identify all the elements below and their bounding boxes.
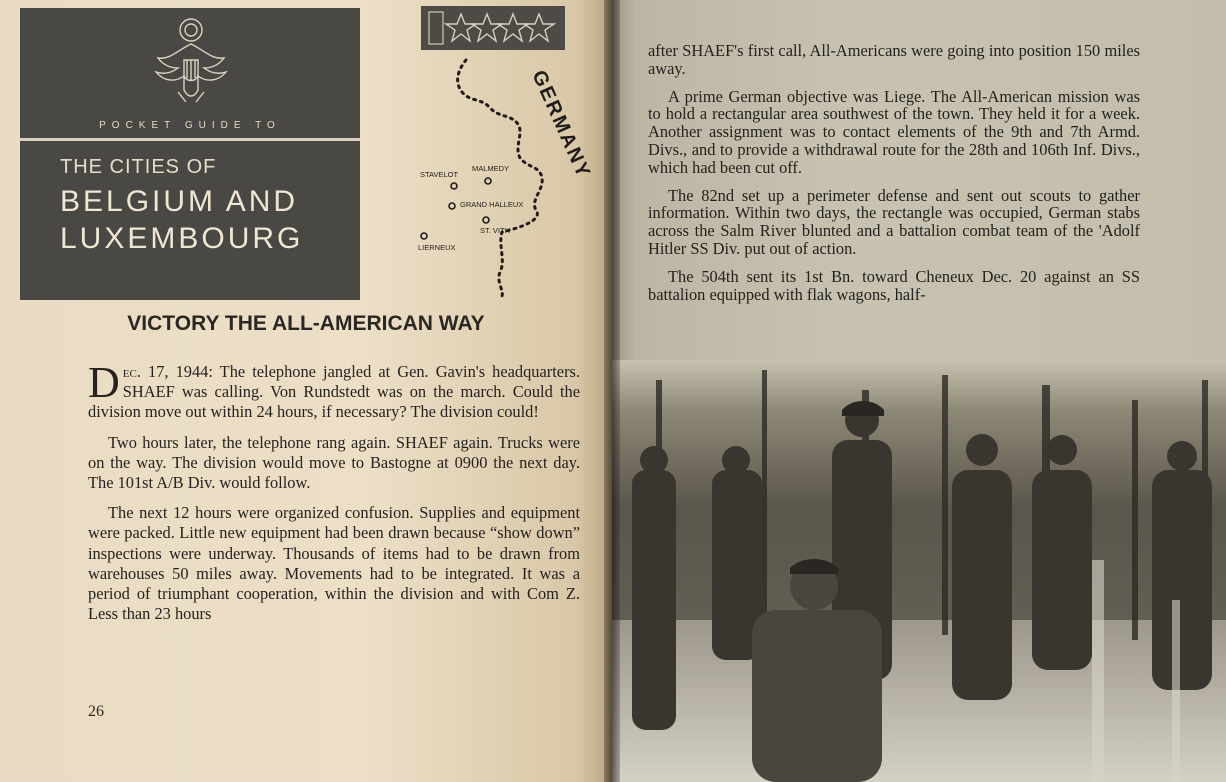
cover-title-line1: BELGIUM AND	[60, 185, 299, 218]
pocket-guide-label: POCKET GUIDE TO	[99, 120, 281, 131]
soldiers-photograph	[612, 360, 1226, 782]
map-marker-st-vith	[483, 217, 489, 223]
map-town-lierneux: LIERNEUX	[418, 243, 456, 252]
cover-subtitle: THE CITIES OF	[60, 156, 217, 178]
left-page	[0, 0, 612, 782]
book-gutter	[604, 0, 620, 782]
right-paragraph-4: The 504th sent its 1st Bn. toward Cheneux Dec. 20 against an SS battalion equipped with flak wagons, half-	[648, 266, 1140, 304]
map-town-grand-halleux: GRAND HALLEUX	[460, 200, 524, 209]
page-number: 26	[88, 703, 104, 720]
eagle-seal-icon	[148, 16, 234, 108]
map-town-stavelot: STAVELOT	[420, 170, 459, 179]
left-paragraph-2: Two hours later, the telephone rang again. SHAEF again. Trucks were on the way. The division would move to Bastogne at 0900 the next day. The 101st A/B Div. would follow.	[88, 432, 580, 493]
map-town-malmedy: MALMEDY	[472, 164, 510, 173]
cover-title-line2: LUXEMBOURG	[60, 222, 304, 255]
map-marker-grand-halleux	[449, 203, 455, 209]
right-paragraph-1: after SHAEF's first call, All-Americans were going into position 150 miles away.	[648, 41, 1140, 78]
left-paragraph-3: The next 12 hours were organized confusion. Supplies and equipment were packed. Little new equipment had been drawn because “show down” inspections were underway. Thousands of items had to be drawn from warehouses 50 miles away. Movements had to be integrated. It was a period of triumphant cooperation, within the division and with Com Z. Less than 23 hours	[88, 503, 580, 624]
right-page-body	[648, 42, 1140, 313]
division-stars-badge-icon	[421, 6, 565, 50]
map-marker-malmedy	[485, 178, 491, 184]
map-country-label: GERMANY	[527, 67, 595, 183]
left-paragraph-1	[88, 358, 580, 423]
pocket-guide-cover-box	[20, 8, 360, 300]
date-smallcaps: ec.	[122, 362, 141, 381]
right-paragraph-2: A prime German objective was Liege. The All-American mission was to hold a rectangular area southwest of the town. They held it for a week. Another assignment was to contact elements of the 9th and 7th Armd. Divs., and to provide a withdrawal route for the 28th and 106th Inf. Divs., which had been cut off.	[648, 86, 1140, 177]
left-paragraph-1-text: 17, 1944: The telephone jangled at Gen. Gavin's headquarters. SHAEF was calling. Von Rundstedt was on the march. Could the division move out within 24 hours, if necessary? The division could!	[88, 362, 580, 422]
right-paragraph-3: The 82nd set up a perimeter defense and sent out scouts to gather information. Within two days, the rectangle was occupied, German stabs across the Salm River blunted and a battalion combat team of the 'Adolf Hitler SS Div. put out of action.	[648, 185, 1140, 258]
map-marker-stavelot	[451, 183, 457, 189]
ardennes-map	[410, 50, 610, 310]
map-town-st-vith: ST. VITH	[480, 226, 511, 235]
article-headline: VICTORY THE ALL-AMERICAN WAY	[127, 312, 485, 335]
drop-cap: D	[88, 358, 120, 407]
map-marker-lierneux	[421, 233, 427, 239]
right-page	[612, 0, 1226, 782]
left-page-body	[88, 358, 580, 634]
cover-divider	[20, 138, 360, 141]
